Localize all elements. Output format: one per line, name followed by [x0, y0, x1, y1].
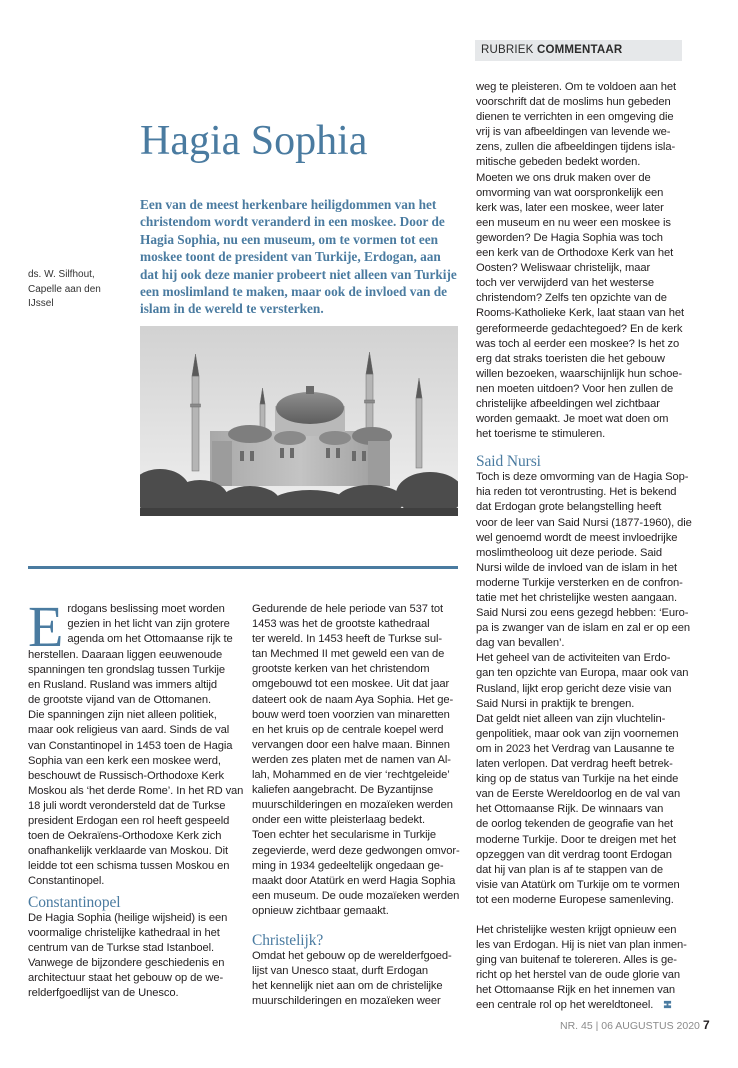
text-line: maakt door Atatürk en werd Hagia Sophia	[252, 874, 456, 887]
text-line: tot een moderne Europese samenleving.	[476, 893, 674, 906]
text-line: tatie met het christelijke westen aangaan.	[476, 592, 678, 604]
text-line: vrij is van afbeeldingen van levende we-	[476, 126, 671, 139]
text-line: richt op het herstel van de oude glorie van	[476, 969, 681, 982]
author-byline	[28, 268, 118, 312]
text-line: onafhankelijk verklaarde van Moskou. Dit	[28, 845, 228, 858]
text-line: vervangen door een halve maan. Binnen	[252, 738, 450, 751]
text-line: het toerisme te stimuleren.	[476, 428, 606, 441]
text-line: zegevierde, werd deze gedwongen omvor-	[252, 844, 460, 857]
text-line: willen bezoeken, waarschijnlijk hun schoe-	[476, 367, 682, 380]
text-line: Het christelijke westen krijgt opnieuw een	[476, 923, 677, 936]
text-line: zens, zullen die afbeeldingen tijdens isla-	[476, 141, 676, 154]
text-line: het Ottomaanse Rijk en het innemen van	[476, 984, 675, 997]
text-line: was toch al eerder een moskee? Is het zo	[476, 337, 680, 350]
text-line: dateert ook de naam Aya Sophia. Het ge-	[252, 693, 454, 706]
text-line: Die spanningen zijn niet alleen politiek,	[28, 709, 217, 722]
text-line: worden gemaakt. Je moet wat doen om	[476, 413, 669, 426]
text-line: Oosten? Weliswaar christelijk, maar	[476, 262, 651, 275]
text-line: gezien in het licht van zijn grotere	[67, 618, 230, 631]
text-line: het Ottomaanse Rijk. De winnaars van	[476, 803, 664, 816]
text-line: muurschilderingen en mozaïeken werden	[252, 799, 453, 812]
text-line: voormalige christelijke kathedraal in het	[28, 926, 220, 939]
subheading-said-nursi: Said Nursi	[476, 453, 541, 471]
text-line-end: een centrale rol op het wereldtoneel.	[476, 999, 654, 1012]
end-mark-icon	[663, 1000, 672, 1009]
text-line: gereformeerde gedachtegoed? En de kerk	[476, 322, 683, 335]
text-column-2	[252, 602, 462, 1009]
text-column-3	[476, 80, 692, 1014]
author-line: Capelle aan den	[28, 283, 101, 295]
text-line: werden zes platen met de namen van Al-	[252, 753, 451, 766]
text-line: bouw werd toen voorzien van minaretten	[252, 708, 450, 721]
text-line: moderne Turkije. Door te dreigen met het	[476, 833, 676, 846]
subheading-christelijk: Christelijk?	[252, 931, 324, 949]
text-line: wel genoemd wordt de meest invloedrijke	[476, 531, 678, 544]
text-line: spanningen ten grondslag tussen Turkije	[28, 664, 225, 677]
text-line: Nursi wilde de invloed van de islam in het	[476, 561, 678, 574]
text-line: agenda om het Ottomaanse rijk te	[67, 633, 233, 646]
text-line: laten verlopen. Dat verdrag heeft betrek-	[476, 758, 673, 771]
text-column-1	[28, 594, 244, 1001]
text-line: Toen echter het secularisme in Turkije	[252, 829, 436, 842]
section-label-name: COMMENTAAR	[536, 44, 623, 56]
text-line: lijst van Unesco staat, durft Erdogan	[252, 965, 429, 978]
text-line: relderfgoedlijst van de Unesco.	[28, 986, 179, 999]
text-line: architectuur staat het gebouw op de we-	[28, 971, 224, 984]
text-line: van de Eerste Wereldoorlog en de val van	[476, 788, 681, 801]
text-line: moderne Turkije versterken en de confron-	[476, 576, 683, 589]
section-divider	[28, 566, 458, 569]
text-line: lah, Mohammed en de vier ‘rechtgeleide’	[252, 769, 450, 782]
text-line: christelijke afbeeldingen wel zichtbaar	[476, 397, 660, 410]
text-line: genpolitiek, maar ook van zijn voornemen	[476, 727, 679, 740]
text-line: ging van buitenaf te tolereren. Alles is ge-	[476, 954, 677, 967]
issue-footer: NR. 45 | 06 AUGUSTUS 2020	[560, 1020, 700, 1032]
text-line: Het geheel van de activiteiten van Erdo-	[476, 652, 671, 665]
text-line: De Hagia Sophia (heilige wijsheid) is een	[28, 911, 228, 924]
text-line: een museum. De oude mozaïeken werden	[252, 889, 460, 902]
text-line: leidde tot een schisma tussen Moskou en	[28, 860, 230, 873]
text-line: ter wereld. In 1453 heeft de Turkse sul-	[252, 633, 443, 646]
text-line: onder een witte pleisterlaag bedekt.	[252, 814, 426, 827]
text-line: omvorming van wat oorspronkelijk een	[476, 186, 664, 199]
text-line: van Constantinopel in 1453 toen de Hagia	[28, 739, 233, 752]
text-line: maar ook religieus van aard. Sinds de val	[28, 724, 230, 737]
text-line: herstellen. Daaraan liggen eeuwenoude	[28, 649, 223, 661]
text-line: opzeggen van dit verdrag toont Erdogan	[476, 848, 672, 861]
text-line: visie van Atatürk om Turkije om te vormen	[476, 878, 680, 891]
text-line: voorschrift dat de moslims hun gebeden	[476, 96, 671, 109]
text-line: omgebouwd tot een moskee. Uit dat jaar	[252, 678, 450, 691]
text-line: les van Erdogan. Hij is niet van plan inmen-	[476, 939, 687, 952]
text-line: dienen te verrichten in een omgeving die	[476, 111, 674, 124]
text-line: Omdat het gebouw op de werelderfgoed-	[252, 949, 452, 962]
text-line: Said Nursi zou eens gezegd hebben: ‘Euro-	[476, 607, 689, 620]
text-line: beschouwt de Russisch-Orthodoxe Kerk	[28, 769, 225, 782]
text-line: president Erdogan een rol heeft gespeeld	[28, 815, 230, 828]
text-line: erg dat straks toeristen die het gebouw	[476, 352, 665, 365]
page-number: 7	[703, 1018, 710, 1032]
hagia-sophia-photo	[140, 326, 458, 516]
text-line: opnieuw zichtbaar gemaakt.	[252, 904, 389, 917]
text-line: Moskou als ‘het derde Rome’. In het RD van	[28, 784, 244, 797]
text-line: Dat geldt niet alleen van zijn vluchtelin-	[476, 712, 666, 725]
minaret-right	[416, 378, 422, 468]
text-line: kerk was, later een moskee, weer later	[476, 201, 664, 214]
text-line: toch ver verwijderd van het westerse	[476, 277, 654, 290]
section-label-prefix: RUBRIEK	[481, 44, 534, 56]
section-label	[475, 40, 682, 61]
subheading-constantinopel: Constantinopel	[28, 893, 121, 911]
text-line: dag van bevallen’.	[476, 637, 565, 650]
author-line: ds. W. Silfhout,	[28, 269, 95, 280]
text-line: 18 juli wordt verondersteld dat de Turkse	[28, 799, 226, 812]
text-line: Rooms-Katholieke Kerk, laat staan van het	[476, 307, 684, 320]
text-line: Toch is deze omvorming van de Hagia Sop-	[476, 471, 689, 484]
text-line: Sophia van een kerk een moskee werd,	[28, 754, 221, 767]
text-line: voor de leer van Said Nursi (1877-1960), die	[476, 516, 692, 529]
text-line: king op de status van Turkije na het einde	[476, 773, 679, 786]
text-line: gan ten opzichte van Europa, maar ook van	[476, 667, 689, 680]
text-line: rdogans beslissing moet worden	[67, 603, 225, 615]
text-line: het kennelijk niet aan om de christelijke	[252, 980, 443, 993]
text-line: tan Mechmed II met geweld een van de	[252, 648, 445, 661]
article-title: Hagia Sophia	[140, 118, 368, 164]
text-line: Constantinopel.	[28, 875, 105, 888]
text-line: Vanwege de bijzondere geschiedenis en	[28, 956, 225, 969]
text-line: centrum van de Turkse stad Istanboel.	[28, 941, 214, 954]
drop-cap: E	[28, 594, 64, 659]
text-line: een museum en nu weer een moskee is	[476, 216, 671, 229]
text-line: Said Nursi in praktijk te brengen.	[476, 697, 635, 710]
text-line: muurschilderingen en mozaïeken weer	[252, 995, 441, 1008]
text-line: hia reden tot verontrusting. Het is bekend	[476, 486, 677, 499]
article-lead: Een van de meest herkenbare heiligdommen van het christendom wordt veranderd in een moskee. Door de Hagia Sophia, nu een museum, om te vormen tot een moskee toont de president van Turkije, Erdogan, aan dat hij ook deze manier probeert niet alleen van Turkije een moslimland te maken, maar ook de invloed van de islam in de wereld te versterken.	[140, 197, 457, 317]
text-line: en Rusland. Rusland was immers altijd	[28, 679, 218, 692]
text-line: Moeten we ons druk maken over de	[476, 171, 651, 184]
text-line: Rusland, lijkt erop gericht deze visie van	[476, 682, 672, 695]
text-line: de grootste vijand van de Ottomanen.	[28, 694, 211, 707]
text-line: kaliefen aangebracht. De Byzantijnse	[252, 784, 434, 797]
text-line: nen moeten uitdoen? Voor hen zullen de	[476, 382, 674, 395]
text-line: 1453 was het de grootste kathedraal	[252, 618, 430, 631]
text-line: de oorlog tekenden de geografie van het	[476, 818, 674, 831]
text-line: dat Erdogan grote belangstelling heeft	[476, 501, 662, 514]
text-line: pa is zwanger van de islam en zal er op een	[476, 622, 690, 635]
text-line: Gedurende de hele periode van 537 tot	[252, 603, 443, 615]
text-line: toen de Oekraïens-Orthodoxe Kerk zich	[28, 830, 222, 843]
text-line: geworden? De Hagia Sophia was toch	[476, 231, 663, 244]
text-line: en het kruis op de centrale koepel werd	[252, 723, 444, 736]
text-line: een kerk van de Orthodoxe Kerk van het	[476, 247, 674, 260]
author-line: IJssel	[28, 298, 54, 309]
text-line: ming in 1934 gedeeltelijk ongedaan ge-	[252, 859, 444, 872]
text-line: moslimtheoloog uit deze periode. Said	[476, 546, 662, 559]
text-line: dat hij van plan is af te stappen van de	[476, 863, 663, 876]
text-line: om in 2023 het Verdrag van Lausanne te	[476, 742, 675, 755]
text-line: christendom? Zelfs ten opzichte van de	[476, 292, 667, 305]
text-line	[476, 998, 686, 1013]
text-line: mitische gebeden bedekt worden.	[476, 156, 641, 169]
text-line: weg te pleisteren. Om te voldoen aan het	[476, 81, 676, 93]
text-line: grootste kerken van het christendom	[252, 663, 430, 676]
